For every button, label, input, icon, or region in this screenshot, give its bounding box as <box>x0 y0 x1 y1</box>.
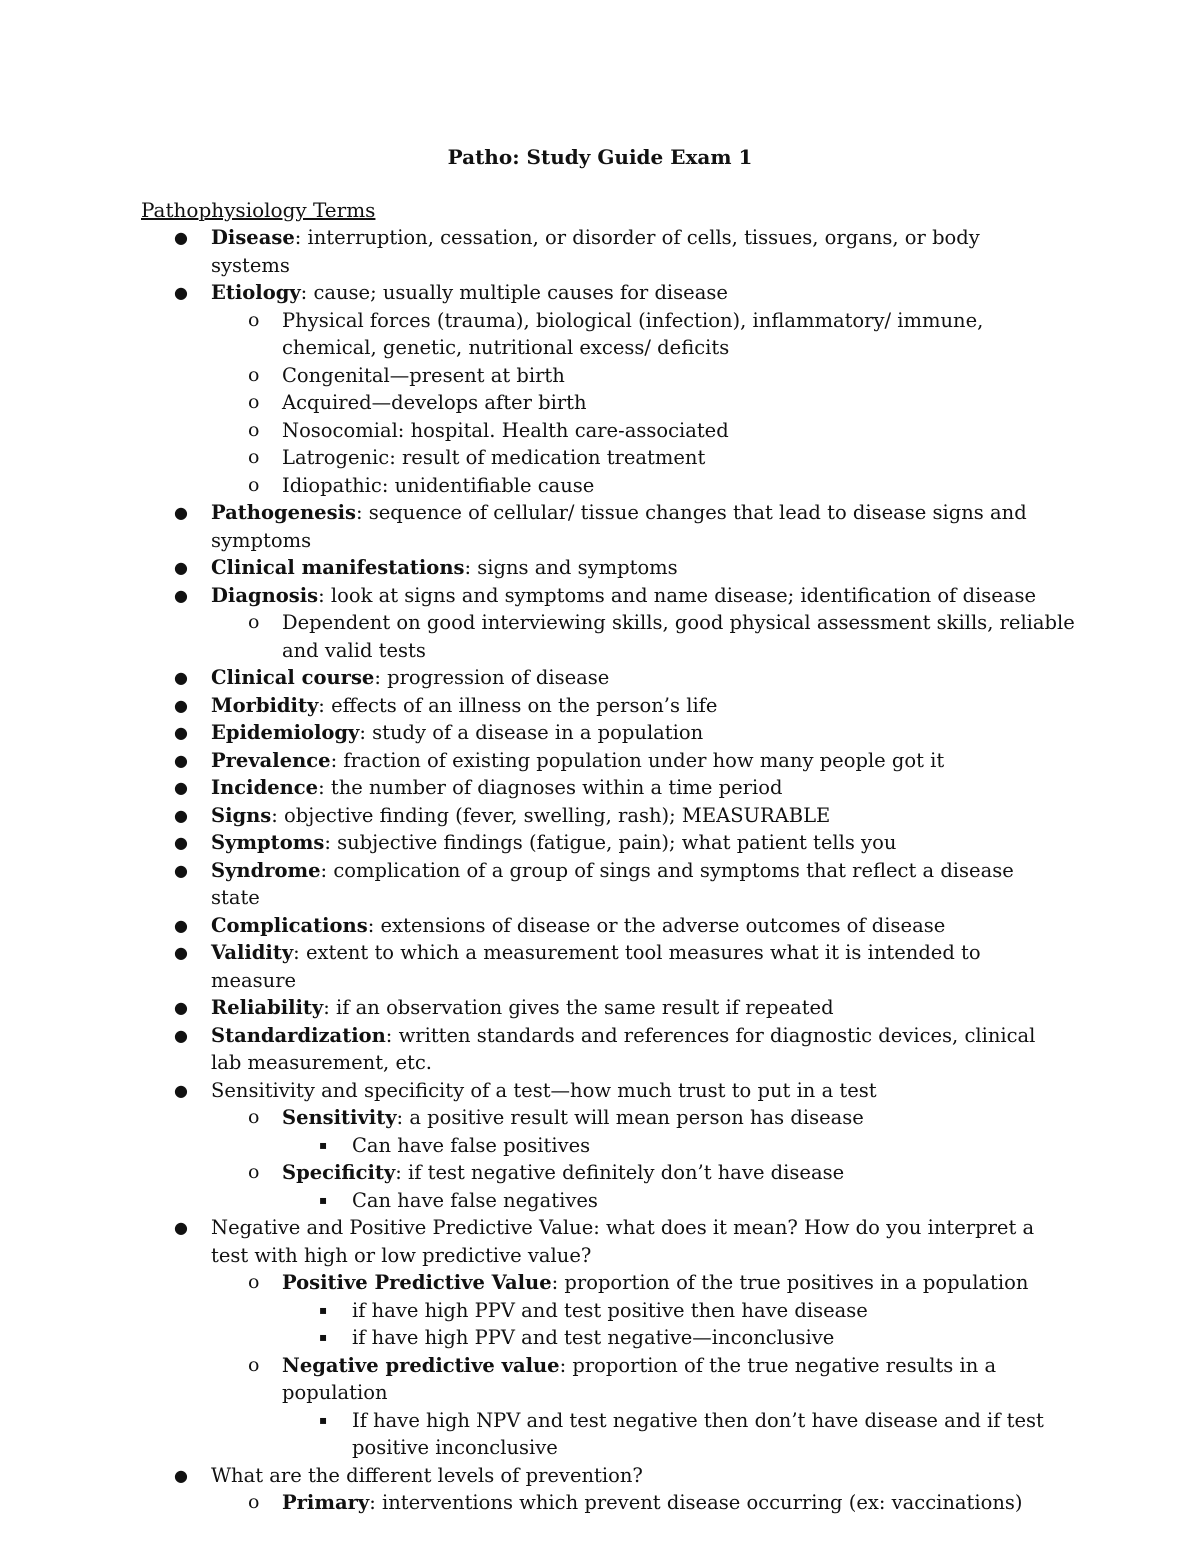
term-label: Specificity <box>282 1161 396 1184</box>
term-label: Prevalence <box>211 748 331 772</box>
list-item <box>319 1324 1052 1352</box>
list-item <box>319 1407 1052 1462</box>
list-item <box>174 664 1041 692</box>
term-definition: : complication of a group of sings and symptoms that reflect a disease state <box>211 858 1014 909</box>
term-definition: : effects of an illness on the person’s life <box>318 693 718 717</box>
term-definition: : extensions of disease or the adverse outcomes of disease <box>367 913 946 937</box>
term-definition: : signs and symptoms <box>464 556 678 579</box>
list-item <box>174 939 1041 994</box>
term-definition: Idiopathic: unidentifiable cause <box>282 473 595 497</box>
list-item <box>248 1159 1082 1187</box>
circle-bullet-icon: o <box>248 1161 260 1183</box>
term-label: Primary <box>282 1491 370 1514</box>
term-label: Signs <box>211 803 272 827</box>
term-definition: Latrogenic: result of medication treatment <box>282 446 706 469</box>
section-heading: Pathophysiology Terms <box>141 198 376 222</box>
bullet-icon: ● <box>174 833 188 852</box>
list-item <box>319 1297 1052 1325</box>
square-bullet-icon: ▪ <box>319 1302 328 1317</box>
bullet-icon: ● <box>174 998 188 1017</box>
term-definition: : if test negative definitely don’t have disease <box>395 1161 845 1184</box>
term-definition: Acquired—develops after birth <box>282 391 587 414</box>
document-title: Patho: Study Guide Exam 1 <box>447 145 753 169</box>
term-label: Syndrome <box>211 858 321 882</box>
term-definition: Nosocomial: hospital. Health care-associated <box>282 418 729 442</box>
term-definition: Dependent on good interviewing skills, good physical assessment skills, reliable and valid tests <box>282 611 1075 662</box>
circle-bullet-icon: o <box>248 363 260 386</box>
circle-bullet-icon: o <box>248 1491 260 1513</box>
list-item <box>248 389 1082 417</box>
bullet-icon: ● <box>174 1465 188 1485</box>
term-definition: : proportion of the true positives in a population <box>551 1271 1029 1294</box>
term-definition: : extent to which a measurement tool measures what it is intended to measure <box>211 941 981 992</box>
term-label: Disease <box>211 226 295 249</box>
term-label: Sensitivity <box>282 1106 397 1129</box>
bullet-icon: ● <box>174 558 188 577</box>
term-label: Diagnosis <box>211 583 319 607</box>
term-definition: : objective finding (fever, swelling, rash); MEASURABLE <box>271 803 831 827</box>
term-definition: : interruption, cessation, or disorder of cells, tissues, organs, or body systems <box>211 226 980 277</box>
circle-bullet-icon: o <box>248 1353 260 1376</box>
term-label: Validity <box>211 941 294 964</box>
list-item <box>248 609 1082 664</box>
term-label: Clinical manifestations <box>211 556 465 579</box>
term-definition: if have high PPV and test positive then have disease <box>352 1298 868 1322</box>
term-label: Morbidity <box>211 693 319 717</box>
square-bullet-icon: ▪ <box>319 1192 328 1207</box>
term-definition: Sensitivity and specificity of a test—how much trust to put in a test <box>211 1078 877 1102</box>
circle-bullet-icon: o <box>248 446 260 468</box>
list-item <box>174 912 1041 940</box>
term-label: Reliability <box>211 996 324 1019</box>
list-item <box>174 747 1041 775</box>
term-definition: : if an observation gives the same result if repeated <box>323 996 834 1019</box>
term-definition: : proportion of the true negative results in a population <box>282 1353 997 1404</box>
circle-bullet-icon: o <box>248 418 260 441</box>
list-item <box>319 1187 1052 1215</box>
list-item <box>174 554 1041 582</box>
term-definition: : fraction of existing population under how many people got it <box>330 748 945 772</box>
bullet-icon: ● <box>174 1025 188 1045</box>
term-list <box>0 224 1200 1517</box>
list-item <box>174 802 1041 830</box>
term-label: Negative predictive value <box>282 1353 560 1377</box>
term-definition: : cause; usually multiple causes for disease <box>300 281 728 304</box>
list-item <box>319 1132 1052 1160</box>
list-item <box>174 499 1041 554</box>
term-definition: Can have false positives <box>352 1133 591 1157</box>
term-label: Pathogenesis <box>211 501 356 524</box>
square-bullet-icon: ▪ <box>319 1137 328 1152</box>
list-item <box>174 774 1041 802</box>
term-definition: if have high PPV and test negative—inconclusive <box>352 1326 835 1349</box>
term-label: Epidemiology <box>211 721 360 744</box>
bullet-icon: ● <box>174 585 188 605</box>
circle-bullet-icon: o <box>248 1271 260 1293</box>
term-label: Complications <box>211 913 368 937</box>
term-label: Clinical course <box>211 666 375 689</box>
bullet-icon: ● <box>174 695 188 715</box>
circle-bullet-icon: o <box>248 1106 260 1128</box>
term-definition: : sequence of cellular/ tissue changes that lead to disease signs and symptoms <box>211 501 1027 552</box>
list-item <box>174 857 1041 912</box>
term-definition: Can have false negatives <box>352 1188 598 1212</box>
bullet-icon: ● <box>174 1218 188 1237</box>
term-definition: : progression of disease <box>374 666 610 689</box>
list-item <box>248 1489 1082 1517</box>
term-definition: : interventions which prevent disease occurring (ex: vaccinations) <box>369 1491 1023 1514</box>
term-definition: Physical forces (trauma), biological (infection), inflammatory/ immune, chemical, genetic, nutritional excess/ deficits <box>282 308 984 359</box>
circle-bullet-icon: o <box>248 308 260 331</box>
term-definition: : subjective findings (fatigue, pain); what patient tells you <box>324 831 897 854</box>
term-label: Symptoms <box>211 831 325 854</box>
bullet-icon: ● <box>174 723 188 742</box>
bullet-icon: ● <box>174 283 188 302</box>
list-item <box>174 279 1041 307</box>
term-definition: : look at signs and symptoms and name disease; identification of disease <box>318 583 1037 607</box>
list-item <box>248 307 1082 362</box>
term-definition: : the number of diagnoses within a time period <box>318 776 783 799</box>
bullet-icon: ● <box>174 750 188 770</box>
list-item <box>248 1352 1082 1407</box>
list-item <box>248 444 1082 472</box>
term-label: Etiology <box>211 281 301 304</box>
list-item <box>174 224 1041 279</box>
term-definition: : written standards and references for diagnostic devices, clinical lab measurement, etc. <box>211 1023 1036 1074</box>
term-label: Positive Predictive Value <box>282 1271 552 1294</box>
list-item <box>174 582 1041 610</box>
circle-bullet-icon: o <box>248 391 260 413</box>
list-item <box>248 362 1082 390</box>
bullet-icon: ● <box>174 915 188 935</box>
bullet-icon: ● <box>174 503 188 522</box>
list-item <box>174 1077 1041 1105</box>
term-label: Standardization <box>211 1023 386 1047</box>
bullet-icon: ● <box>174 668 188 687</box>
square-bullet-icon: ▪ <box>319 1330 328 1344</box>
list-item <box>174 1214 1041 1269</box>
list-item <box>174 1462 1041 1490</box>
list-item <box>174 994 1041 1022</box>
term-definition: If have high NPV and test negative then don’t have disease and if test positive inconclusive <box>352 1408 1044 1459</box>
term-definition: : study of a disease in a population <box>359 721 704 744</box>
square-bullet-icon: ▪ <box>319 1412 328 1427</box>
bullet-icon: ● <box>174 943 188 962</box>
list-item <box>248 472 1082 500</box>
term-definition: Negative and Positive Predictive Value: what does it mean? How do you interpret a test with high or low predictive value? <box>211 1216 1035 1267</box>
term-label: Incidence <box>211 776 319 799</box>
list-item <box>248 417 1082 445</box>
list-item <box>174 692 1041 720</box>
term-definition: : a positive result will mean person has disease <box>396 1106 864 1129</box>
circle-bullet-icon: o <box>248 611 260 633</box>
bullet-icon: ● <box>174 228 188 247</box>
list-item <box>248 1269 1082 1297</box>
bullet-icon: ● <box>174 1080 188 1100</box>
bullet-icon: ● <box>174 778 188 797</box>
list-item <box>248 1104 1082 1132</box>
bullet-icon: ● <box>174 805 188 825</box>
list-item <box>174 719 1041 747</box>
circle-bullet-icon: o <box>248 473 260 496</box>
list-item <box>174 829 1041 857</box>
bullet-icon: ● <box>174 860 188 880</box>
term-definition: Congenital—present at birth <box>282 363 565 387</box>
list-item <box>174 1022 1041 1077</box>
term-definition: What are the different levels of prevention? <box>211 1463 643 1487</box>
